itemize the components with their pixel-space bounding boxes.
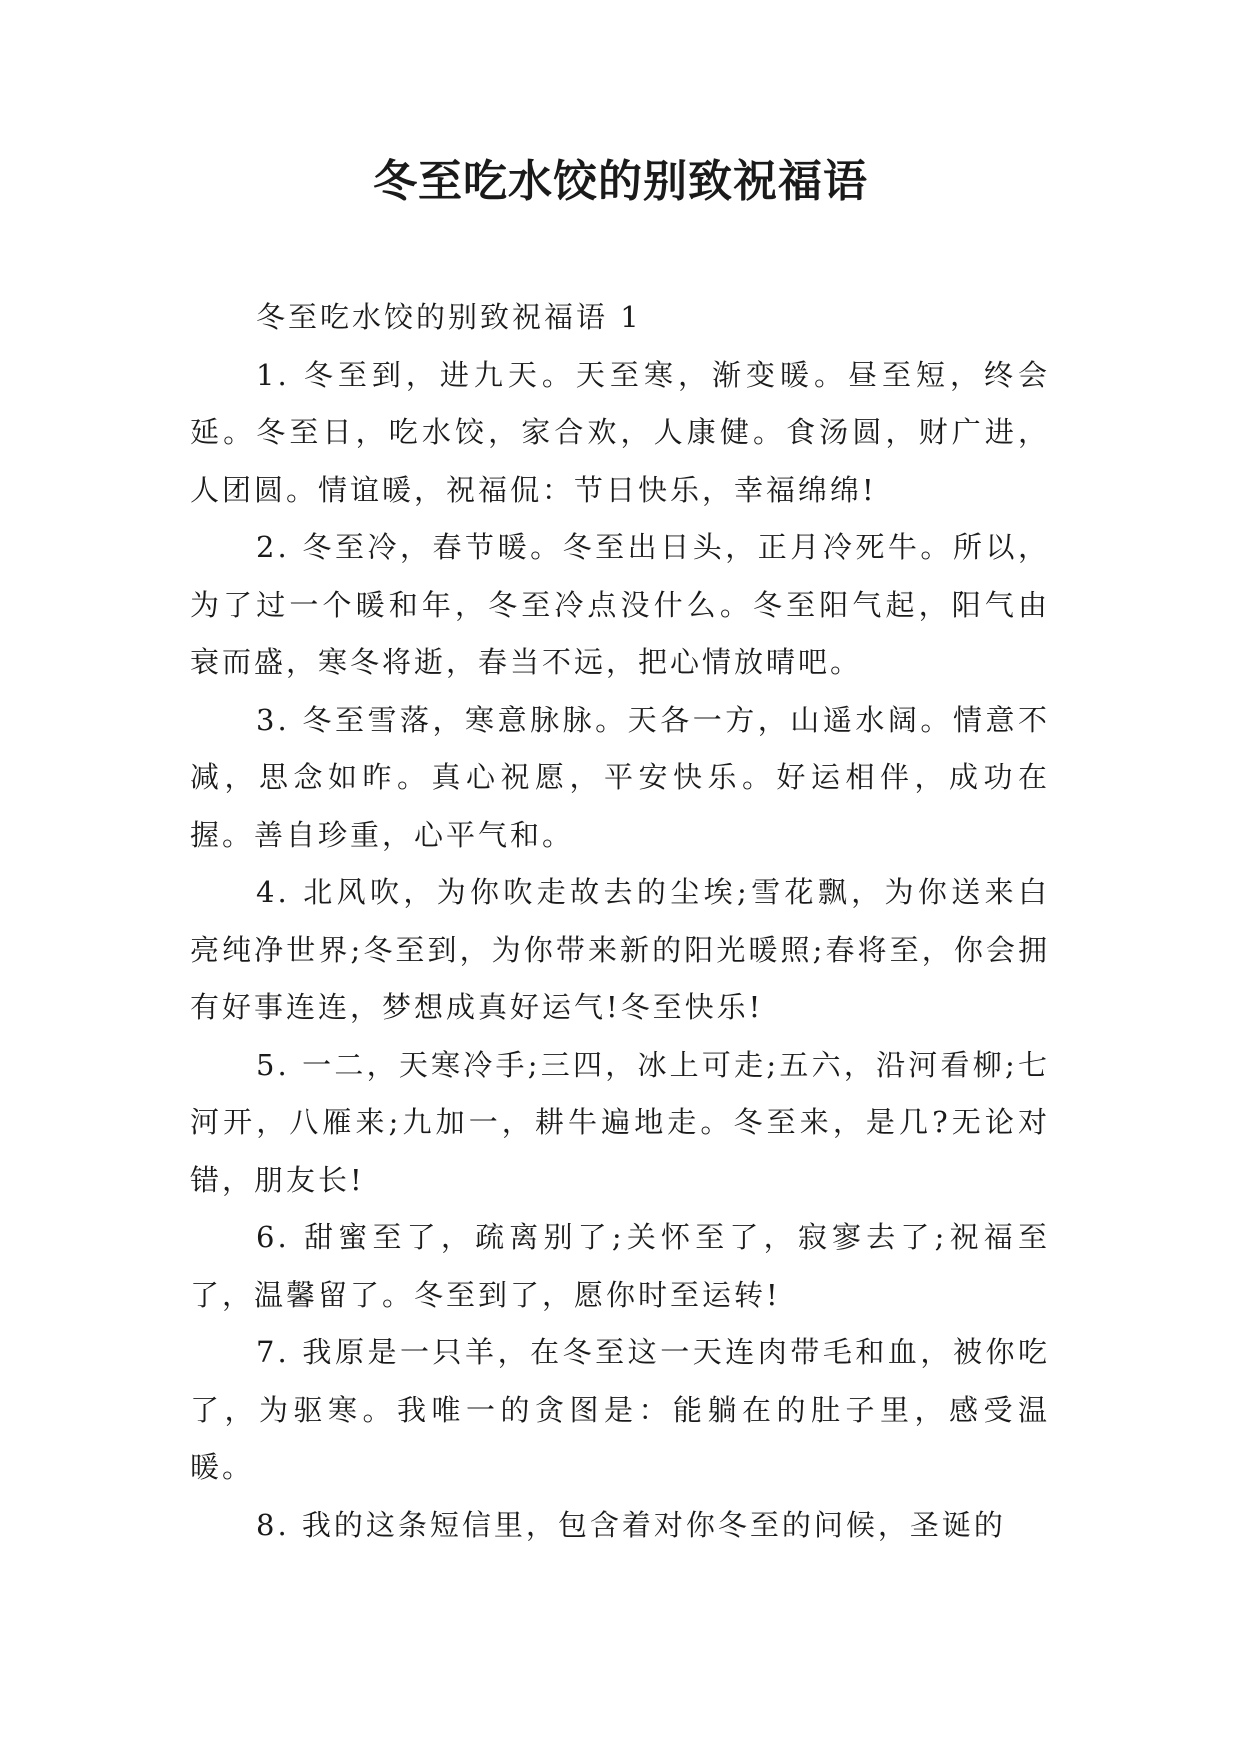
section-heading: 冬至吃水饺的别致祝福语 1 bbox=[256, 300, 642, 334]
paragraph-1: 1. 冬至到，进九天。天至寒，渐变暖。昼至短，终会延。冬至日，吃水饺，家合欢，人康健。食汤圆，财广进，人团圆。情谊暖，祝福侃：节日快乐，幸福绵绵! bbox=[190, 357, 1050, 507]
document-title: 冬至吃水饺的别致祝福语 bbox=[373, 156, 868, 207]
paragraph-4: 4. 北风吹，为你吹走故去的尘埃;雪花飘，为你送来白亮纯净世界;冬至到，为你带来新的阳光暖照;春将至，你会拥有好事连连，梦想成真好运气!冬至快乐! bbox=[190, 875, 1050, 1024]
paragraph-7: 7. 我原是一只羊，在冬至这一天连肉带毛和血，被你吃了，为驱寒。我唯一的贪图是：能躺在的肚子里，感受温暖。 bbox=[190, 1335, 1050, 1484]
document-body bbox=[190, 289, 1050, 1554]
paragraph-5: 5. 一二，天寒冷手;三四，冰上可走;五六，沿河看柳;七河开，八雁来;九加一，耕牛遍地走。冬至来，是几?无论对错，朋友长! bbox=[190, 1047, 1050, 1197]
paragraph-3: 3. 冬至雪落，寒意脉脉。天各一方，山遥水阔。情意不减，思念如昨。真心祝愿，平安快乐。好运相伴，成功在握。善自珍重，心平气和。 bbox=[190, 702, 1050, 852]
paragraph-2: 2. 冬至冷，春节暖。冬至出日头，正月冷死牛。所以，为了过一个暖和年，冬至冷点没什么。冬至阳气起，阳气由衰而盛，寒冬将逝，春当不远，把心情放晴吧。 bbox=[190, 530, 1050, 679]
paragraph-8: 8. 我的这条短信里，包含着对你冬至的问候，圣诞的 bbox=[256, 1507, 1006, 1542]
paragraph-6: 6. 甜蜜至了，疏离别了;关怀至了，寂寥去了;祝福至了，温馨留了。冬至到了，愿你时至运转! bbox=[190, 1220, 1050, 1312]
